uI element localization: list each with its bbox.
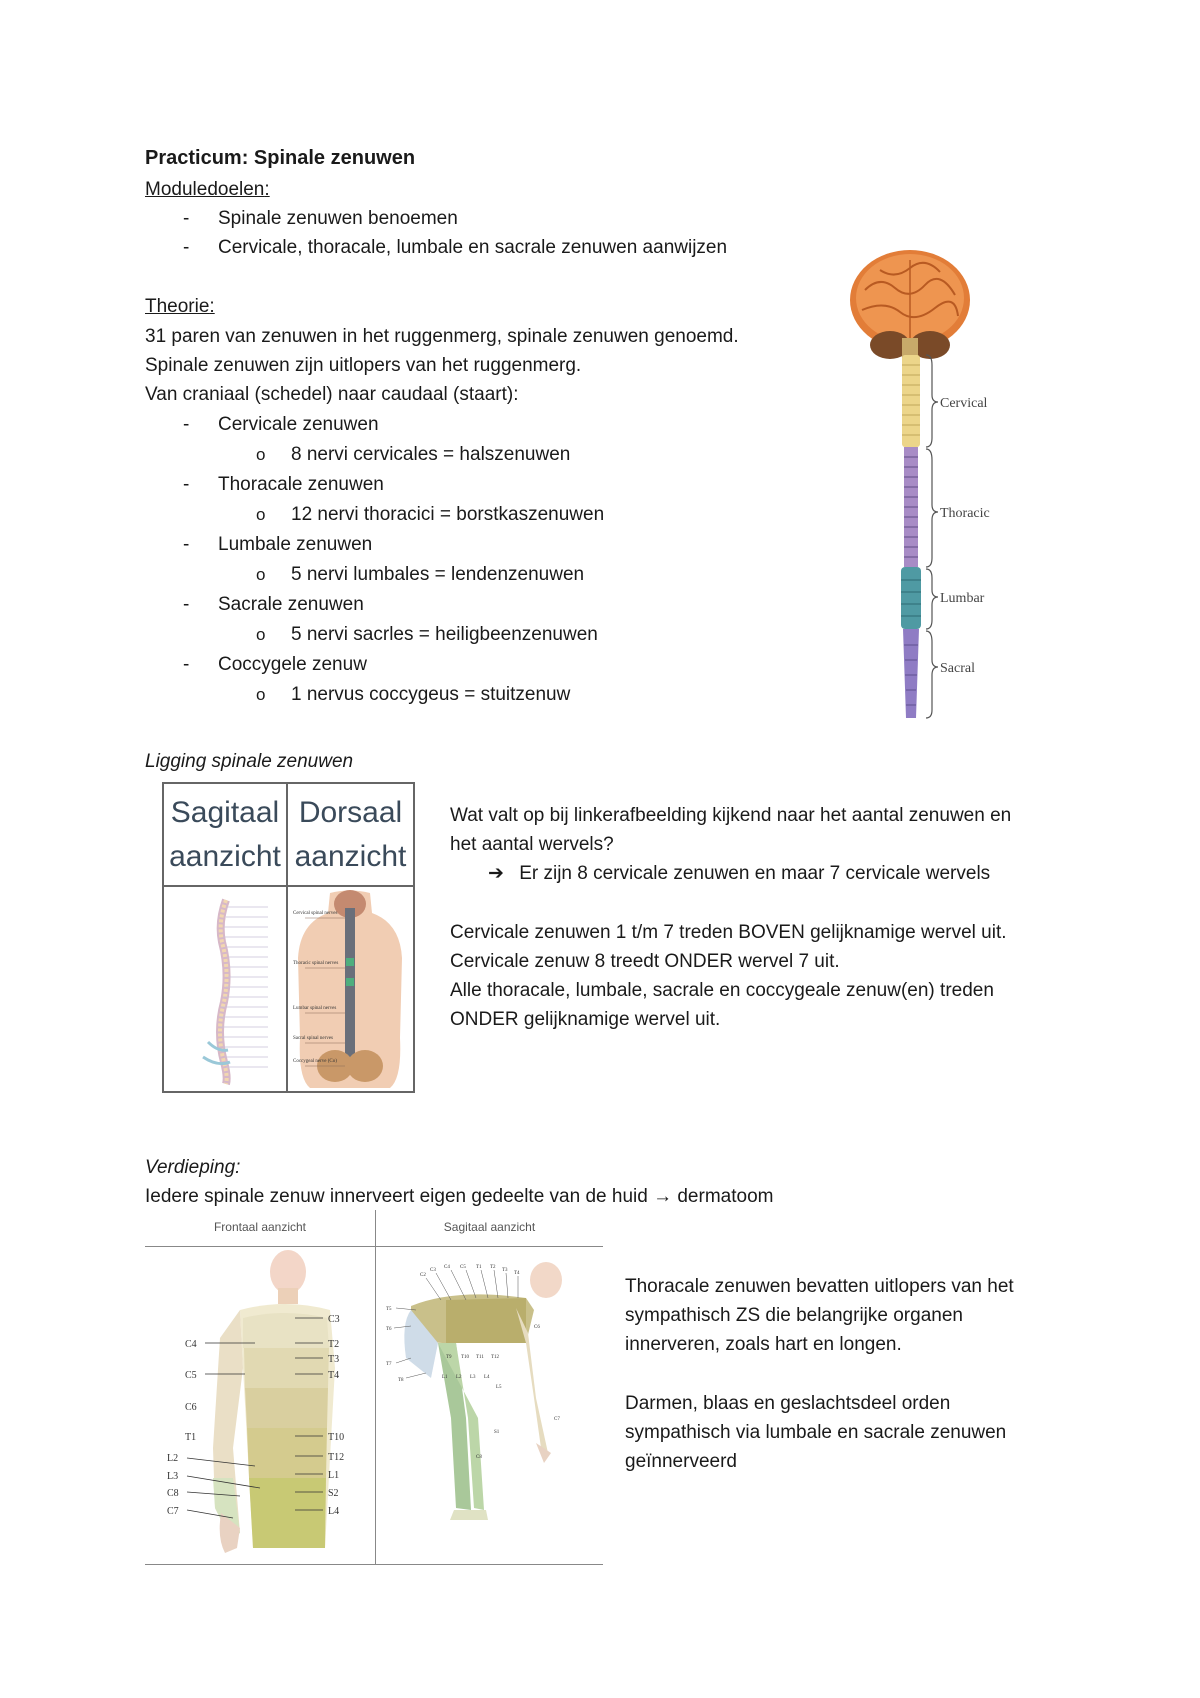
moduledoelen-heading: Moduledoelen:	[145, 179, 270, 200]
frontal-label: T2	[328, 1339, 340, 1350]
table-header-sagitaal: Sagitaal aanzicht	[164, 784, 288, 887]
sagittal-label: T7	[386, 1362, 392, 1367]
ligging-rule: Alle thoracale, lumbale, sacrale en coccygeale zenuw(en) treden	[450, 980, 994, 1001]
ligging-rule: Cervicale zenuw 8 treedt ONDER wervel 7 uit.	[450, 951, 840, 972]
sagittal-label: T12	[491, 1355, 500, 1360]
sagittal-label: L4	[484, 1375, 490, 1380]
ligging-table	[162, 782, 415, 1093]
sagittal-label: T11	[476, 1355, 484, 1360]
verdieping-text: Thoracale zenuwen bevatten uitlopers van het	[625, 1276, 1014, 1297]
spine-label-sacral: Sacral	[940, 661, 975, 676]
verdieping-text: Darmen, blaas en geslachtsdeel orden	[625, 1393, 951, 1414]
sagittal-label: T6	[386, 1327, 392, 1332]
frontal-label: L3	[167, 1471, 179, 1482]
theorie-line: Van craniaal (schedel) naar caudaal (staart):	[145, 384, 519, 405]
verdieping-text: geïnnerveerd	[625, 1451, 737, 1472]
frontal-label: C6	[185, 1402, 197, 1413]
verdieping-text: sympathisch via lumbale en sacrale zenuwen	[625, 1422, 1007, 1443]
ligging-rule: ONDER gelijknamige wervel uit.	[450, 1009, 721, 1030]
sagittal-spine-image	[168, 892, 284, 1088]
frontal-body-image	[145, 1248, 375, 1564]
sagittal-label: L2	[456, 1375, 462, 1380]
dorsal-label: Coccygeal nerve (Co)	[293, 1059, 337, 1064]
sagittal-label: S1	[494, 1430, 500, 1435]
dorsal-label: Thoracic spinal nerves	[293, 961, 339, 966]
sagittal-label: T8	[398, 1378, 404, 1383]
sagittal-label: C4	[444, 1265, 450, 1270]
frontal-label: L4	[328, 1506, 340, 1517]
frontal-label: T12	[328, 1452, 345, 1463]
frontal-label: L2	[167, 1453, 179, 1464]
theorie-line: 31 paren van zenuwen in het ruggenmerg, spinale zenuwen genoemd.	[145, 326, 739, 347]
spine-label-thoracic: Thoracic	[940, 506, 990, 521]
sagittal-label: C2	[420, 1273, 426, 1278]
frontal-label: C5	[185, 1370, 197, 1381]
theorie-heading: Theorie:	[145, 296, 215, 317]
frontal-label: C3	[328, 1314, 340, 1325]
verdieping-line: Iedere spinale zenuw innerveert eigen gedeelte van de huid → dermatoom	[145, 1186, 774, 1207]
sacral-segment	[903, 629, 919, 718]
sagittal-label: L1	[442, 1375, 448, 1380]
dorsal-back-image	[290, 888, 412, 1091]
frontal-label: C4	[185, 1339, 197, 1350]
ligging-question: het aantal wervels?	[450, 834, 614, 855]
dorsal-label: Lumbar spinal nerves	[293, 1006, 337, 1011]
sagittal-body-image	[376, 1248, 603, 1564]
spine-label-lumbar: Lumbar	[940, 591, 985, 606]
page-title: Practicum: Spinale zenuwen	[145, 147, 416, 169]
sagittal-label: T4	[514, 1271, 520, 1276]
lumbar-segment	[901, 567, 921, 629]
sagittal-label: T10	[461, 1355, 470, 1360]
arrow-icon: ➔	[488, 863, 504, 884]
sagittal-label: L5	[496, 1385, 502, 1390]
sagittal-label: C8	[476, 1455, 482, 1460]
thoracic-segment	[904, 447, 918, 567]
frontal-label: S2	[328, 1488, 339, 1499]
sagittal-label: T5	[386, 1307, 392, 1312]
verdieping-text: innerveren, zoals hart en longen.	[625, 1334, 902, 1355]
ligging-rule: Cervicale zenuwen 1 t/m 7 treden BOVEN gelijknamige wervel uit.	[450, 922, 1007, 943]
sagittal-label: C3	[430, 1268, 436, 1273]
theorie-line: Spinale zenuwen zijn uitlopers van het ruggenmerg.	[145, 355, 582, 376]
sagittal-label: L3	[470, 1375, 476, 1380]
sagittal-header: Sagitaal aanzicht	[443, 1220, 536, 1234]
verdieping-heading: Verdieping:	[145, 1157, 241, 1178]
frontal-header: Frontaal aanzicht	[213, 1220, 307, 1234]
sagittal-label: T1	[476, 1265, 482, 1270]
frontal-label: T10	[328, 1432, 345, 1443]
frontal-label: C8	[167, 1488, 179, 1499]
dermatome-figure	[145, 1210, 603, 1565]
ligging-answer: ➔ Er zijn 8 cervicale zenuwen en maar 7 cervicale wervels	[488, 863, 991, 884]
cervical-segment	[902, 355, 920, 447]
spine-figure	[840, 250, 1030, 740]
frontal-label: T4	[328, 1370, 340, 1381]
frontal-label: C7	[167, 1506, 179, 1517]
sagittal-label: T3	[502, 1268, 508, 1273]
dorsal-label: Cervical spinal nerves	[293, 911, 338, 916]
sagittal-label: T9	[446, 1355, 452, 1360]
sagittal-label: C5	[460, 1265, 466, 1270]
brain-illustration	[850, 250, 970, 359]
ligging-question: Wat valt op bij linkerafbeelding kijkend naar het aantal zenuwen en	[450, 805, 1012, 826]
ligging-heading: Ligging spinale zenuwen	[145, 751, 354, 772]
sagittal-label: T2	[490, 1265, 496, 1270]
dorsal-label: Sacral spinal nerves	[293, 1036, 333, 1041]
spine-label-cervical: Cervical	[940, 396, 988, 411]
sagittal-label: C7	[554, 1417, 560, 1422]
frontal-label: T1	[185, 1432, 197, 1443]
sagittal-label: C6	[534, 1325, 540, 1330]
frontal-label: T3	[328, 1354, 340, 1365]
frontal-label: L1	[328, 1470, 340, 1481]
verdieping-text: sympathisch ZS die belangrijke organen	[625, 1305, 963, 1326]
table-header-dorsaal: Dorsaal aanzicht	[288, 784, 413, 887]
